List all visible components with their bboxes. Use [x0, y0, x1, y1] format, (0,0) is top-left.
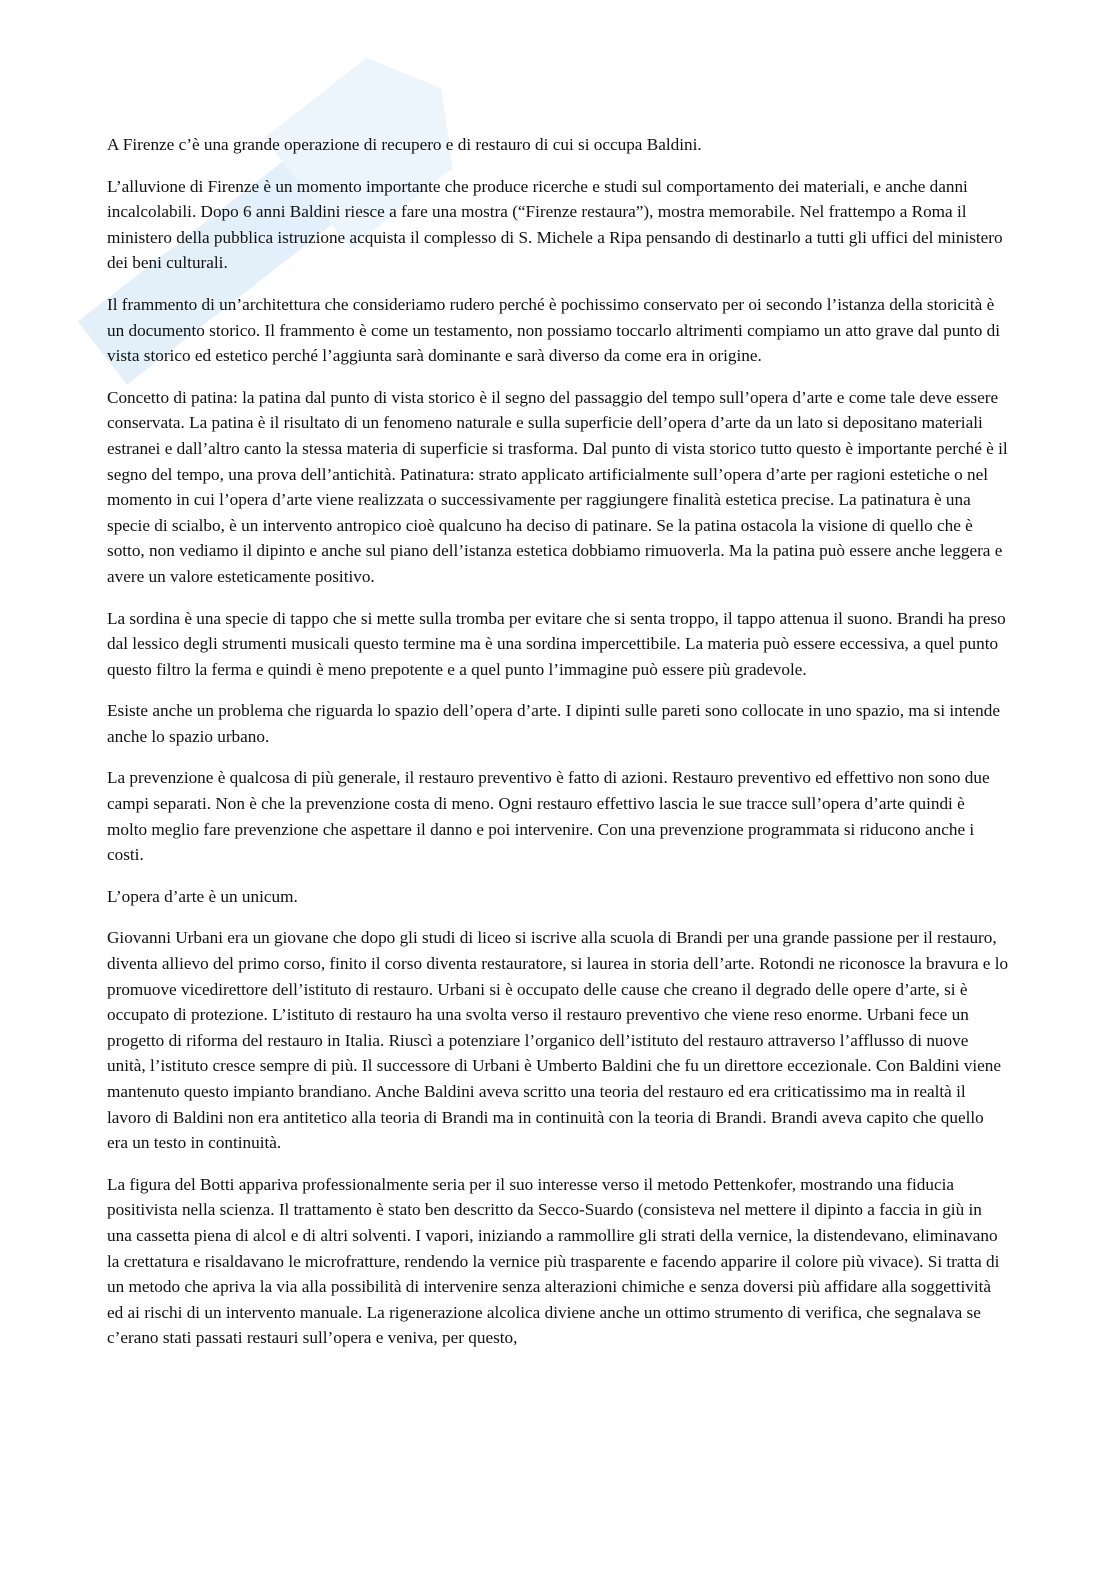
- paragraph-3: Il frammento di un’architettura che consideriamo rudero perché è pochissimo conservato per oi secondo l’istanza della storicità è un documento storico. Il frammento è come un testamento, non possiamo toccarlo altrimenti compiamo un atto grave dal punto di vista storico ed estetico perché l’aggiunta sarà dominante e sarà diverso da come era in origine.: [107, 294, 1001, 366]
- paragraph-8: L’opera d’arte è un unicum.: [107, 886, 298, 906]
- paragraph-2: L’alluvione di Firenze è un momento importante che produce ricerche e studi sul comportamento dei materiali, e anche danni incalcolabili. Dopo 6 anni Baldini riesce a fare una mostra (“Firenze restaura”), mostra memorabile. Nel frattempo a Roma il ministero della pubblica istruzione acquista il complesso di S. Michele a Ripa pensando di destinarlo a tutti gli uffici del ministero dei beni culturali.: [107, 176, 1003, 273]
- paragraph-6: Esiste anche un problema che riguarda lo spazio dell’opera d’arte. I dipinti sulle pareti sono collocate in uno spazio, ma si intende anche lo spazio urbano.: [107, 701, 1000, 746]
- document-body: [107, 132, 1009, 1367]
- paragraph-10: La figura del Botti appariva professionalmente seria per il suo interesse verso il metodo Pettenkofer, mostrando una fiducia positivista nella scienza. Il trattamento è stato ben descritto da Secco-Suardo (consisteva nel mettere il dipinto a faccia in giù in una cassetta piena di alcol e di altri solventi. I vapori, iniziando a rammollire gli strati della vernice, la distendevano, eliminavano la crettatura e risaldavano le microfratture, rendendo la vernice più trasparente e facendo apparire il colore più vivace). Si tratta di un metodo che apriva la via alla possibilità di intervenire senza alterazioni chimiche e senza doversi più affidare alla soggettività ed ai rischi di un intervento manuale. La rigenerazione alcolica diviene anche un ottimo strumento di verifica, che segnalava se c’erano stati passati restauri sull’opera e veniva, per questo,: [107, 1174, 1000, 1348]
- paragraph-1: A Firenze c’è una grande operazione di recupero e di restauro di cui si occupa Baldini.: [107, 135, 702, 154]
- paragraph-5: La sordina è una specie di tappo che si mette sulla tromba per evitare che si senta troppo, il tappo attenua il suono. Brandi ha preso dal lessico degli strumenti musicali questo termine ma è una sordina impercettibile. La materia può essere eccessiva, a quel punto questo filtro la ferma e quindi è meno prepotente e a quel punto l’immagine può essere più gradevole.: [107, 608, 1006, 679]
- paragraph-4: Concetto di patina: la patina dal punto di vista storico è il segno del passaggio del tempo sull’opera d’arte e come tale deve essere conservata. La patina è il risultato di un fenomeno naturale e sulla superficie dell’opera d’arte da un lato si depositano materiali estranei e dall’altro canto la stessa materia di superficie si trasforma. Dal punto di vista storico tutto questo è importante perché è il segno del tempo, una prova dell’antichità. Patinatura: strato applicato artificialmente sull’opera d’arte per ragioni estetiche o nel momento in cui l’opera d’arte viene realizzata o successivamente per raggiungere finalità estetica precise. La patinatura è una specie di scialbo, è un intervento antropico cioè qualcuno ha deciso di patinare. Se la patina ostacola la visione di quello che è sotto, non vediamo il dipinto e anche sul piano dell’istanza estetica dobbiamo rimuoverla. Ma la patina può essere anche leggera e avere un valore esteticamente positivo.: [107, 387, 1008, 586]
- paragraph-9: Giovanni Urbani era un giovane che dopo gli studi di liceo si iscrive alla scuola di Brandi per una grande passione per il restauro, diventa allievo del primo corso, finito il corso diventa restauratore, si laurea in storia dell’arte. Rotondi ne riconosce la bravura e lo promuove vicedirettore dell’istituto di restauro. Urbani si è occupato delle cause che creano il degrado delle opere d’arte, si è occupato di protezione. L’istituto di restauro ha una svolta verso il restauro preventivo che viene reso enorme. Urbani fece un progetto di riforma del restauro in Italia. Riuscì a potenziare l’organico dell’istituto del restauro attraverso l’afflusso di nuove unità, l’istituto cresce sempre di più. Il successore di Urbani è Umberto Baldini che fu un direttore eccezionale. Con Baldini viene mantenuto questo impianto brandiano. Anche Baldini aveva scritto una teoria del restauro ed era criticatissimo ma in realtà il lavoro di Baldini non era antitetico alla teoria di Brandi ma in continuità con la teoria di Brandi. Brandi aveva capito che quello era un testo in continuità.: [107, 928, 1009, 1153]
- paragraph-7: La prevenzione è qualcosa di più generale, il restauro preventivo è fatto di azioni. Restauro preventivo ed effettivo non sono due campi separati. Non è che la prevenzione costa di meno. Ogni restauro effettivo lascia le sue tracce sull’opera d’arte quindi è molto meglio fare prevenzione che aspettare il danno e poi intervenire. Con una prevenzione programmata si riducono anche i costi.: [107, 768, 990, 865]
